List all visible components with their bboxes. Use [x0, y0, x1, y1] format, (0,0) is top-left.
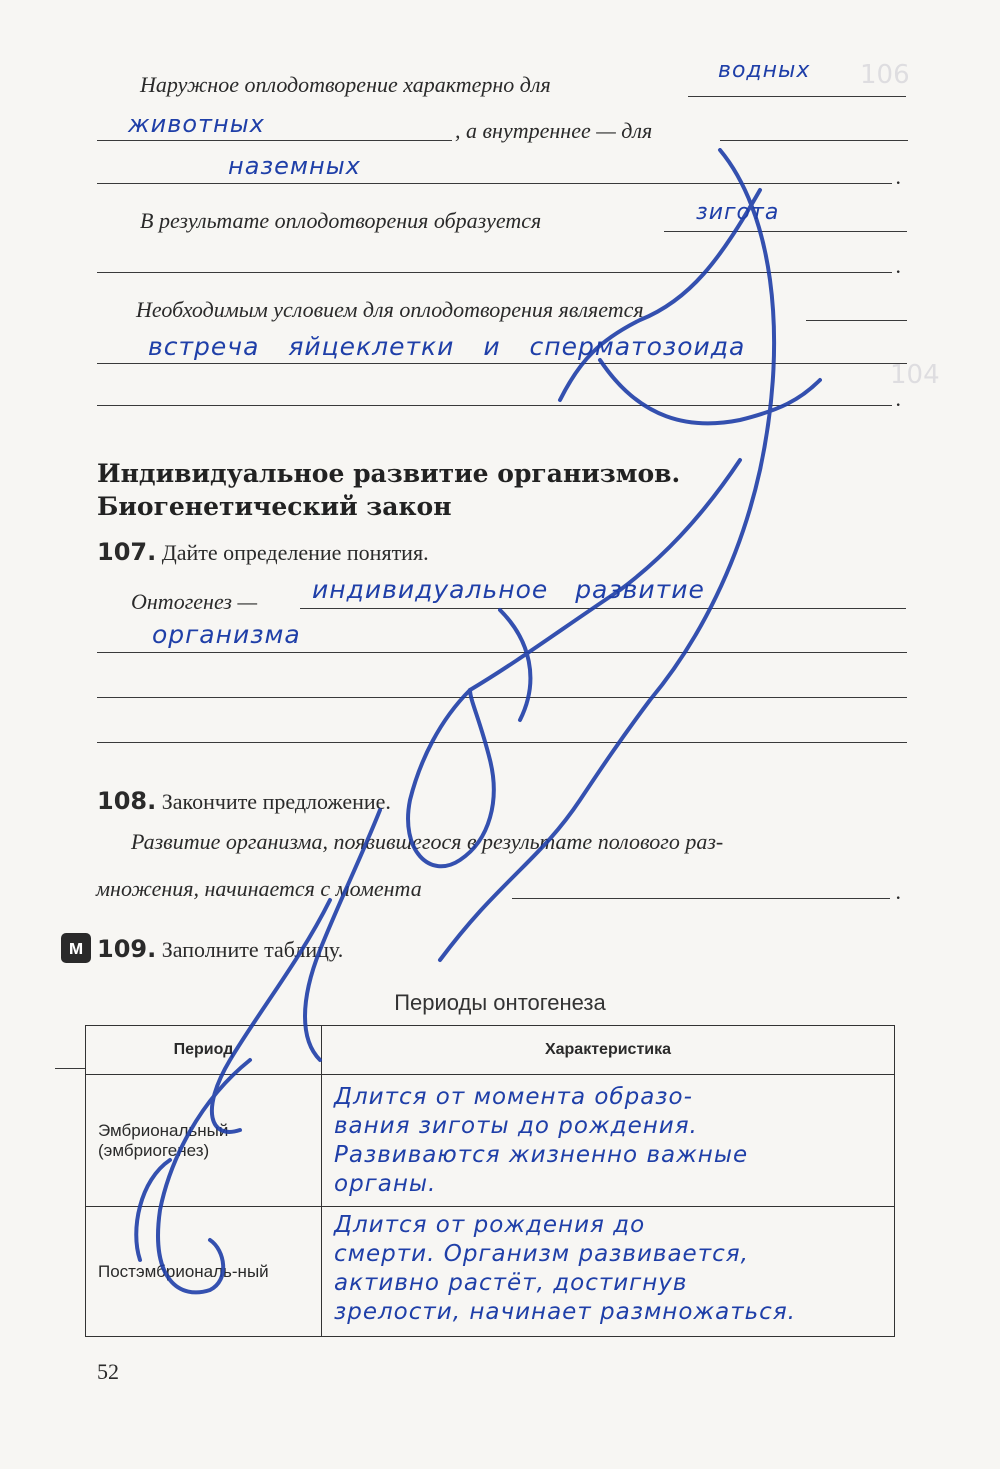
- handwritten-line: смерти. Организм развивается,: [334, 1241, 749, 1267]
- task-109: [97, 935, 343, 963]
- bleed-through-text: 104: [890, 360, 940, 390]
- handwritten-answer: зигота: [696, 200, 780, 225]
- handwritten-answer: наземных: [228, 152, 361, 180]
- pen-stroke: [600, 360, 820, 423]
- characteristic-cell[interactable]: [322, 1207, 895, 1337]
- characteristic-cell[interactable]: [322, 1075, 895, 1207]
- answer-line[interactable]: [688, 96, 906, 97]
- task-instruction: Закончите предложение.: [161, 789, 391, 814]
- sentence-fertilization-result: В результате оплодотворения образуется: [140, 208, 542, 233]
- handwritten-answer: животных: [128, 110, 265, 138]
- handwritten-answer: индивидуальное развитие: [312, 575, 705, 604]
- sentence-development-cont: множения, начинается с момента: [96, 876, 422, 901]
- sentence-internal-fertilization: , а внутреннее — для: [455, 118, 653, 143]
- task-number: 109.: [97, 935, 157, 963]
- ontogenesis-table: [85, 1025, 895, 1337]
- table-row: [86, 1075, 895, 1207]
- answer-line[interactable]: [97, 183, 892, 184]
- table-rule-extension: [55, 1068, 85, 1069]
- table-header-row: [86, 1026, 895, 1075]
- handwritten-line: активно растёт, достигнув: [334, 1270, 688, 1296]
- answer-line[interactable]: [300, 608, 906, 609]
- period-cell: Эмбриональный (эмбриогенез): [86, 1075, 322, 1207]
- answer-line[interactable]: [720, 140, 908, 141]
- handwritten-answer: водных: [718, 58, 811, 83]
- col-header-period: Период: [86, 1026, 322, 1075]
- handwritten-answer: встреча яйцеклетки и сперматозоида: [148, 332, 746, 361]
- answer-line[interactable]: [97, 697, 907, 698]
- handwritten-answer: организма: [152, 620, 301, 649]
- table-title: Периоды онтогенеза: [394, 990, 606, 1015]
- term-ontogenesis: Онтогенез —: [131, 589, 258, 614]
- badge-icon: м: [61, 933, 91, 963]
- section-heading-line2: Биогенетический закон: [97, 492, 452, 521]
- answer-line[interactable]: [97, 405, 892, 406]
- period-mark: .: [896, 386, 902, 411]
- handwritten-line: Длится от рождения до: [334, 1212, 646, 1238]
- sentence-external-fertilization: Наружное оплодотворение характерно для: [140, 72, 551, 97]
- answer-line[interactable]: [97, 742, 907, 743]
- bleed-through-text: 106: [860, 60, 910, 90]
- period-mark: .: [896, 253, 902, 278]
- answer-line[interactable]: [806, 320, 907, 321]
- task-number: 107.: [97, 538, 157, 566]
- period-mark: .: [896, 164, 902, 189]
- handwritten-line: Развиваются жизненно важные: [334, 1142, 749, 1168]
- table-row: [86, 1207, 895, 1337]
- period-cell: Постэмбриональ-ный: [86, 1207, 322, 1337]
- handwritten-line: зрелости, начинает размножаться.: [334, 1299, 796, 1325]
- pen-stroke: [500, 610, 530, 720]
- page-number: 52: [97, 1359, 119, 1384]
- sentence-fertilization-condition: Необходимым условием для оплодотворения является: [136, 297, 644, 322]
- task-instruction: Заполните таблицу.: [161, 937, 344, 962]
- col-header-characteristic: Характеристика: [322, 1026, 895, 1075]
- answer-line[interactable]: [664, 231, 907, 232]
- period-mark: .: [896, 879, 902, 904]
- task-107: [97, 538, 429, 566]
- answer-line[interactable]: [97, 652, 907, 653]
- handwritten-line: органы.: [334, 1171, 437, 1197]
- handwritten-line: вания зиготы до рождения.: [334, 1113, 698, 1139]
- answer-line[interactable]: [97, 363, 907, 364]
- sentence-development: Развитие организма, появившегося в результате полового раз-: [131, 829, 724, 854]
- answer-line[interactable]: [97, 140, 452, 141]
- answer-line[interactable]: [97, 272, 892, 273]
- section-heading-line1: Индивидуальное развитие организмов.: [97, 459, 681, 488]
- task-instruction: Дайте определение понятия.: [161, 540, 429, 565]
- handwritten-line: Длится от момента образо-: [334, 1084, 693, 1110]
- task-108: [97, 787, 391, 815]
- task-number: 108.: [97, 787, 157, 815]
- answer-line[interactable]: [512, 898, 890, 899]
